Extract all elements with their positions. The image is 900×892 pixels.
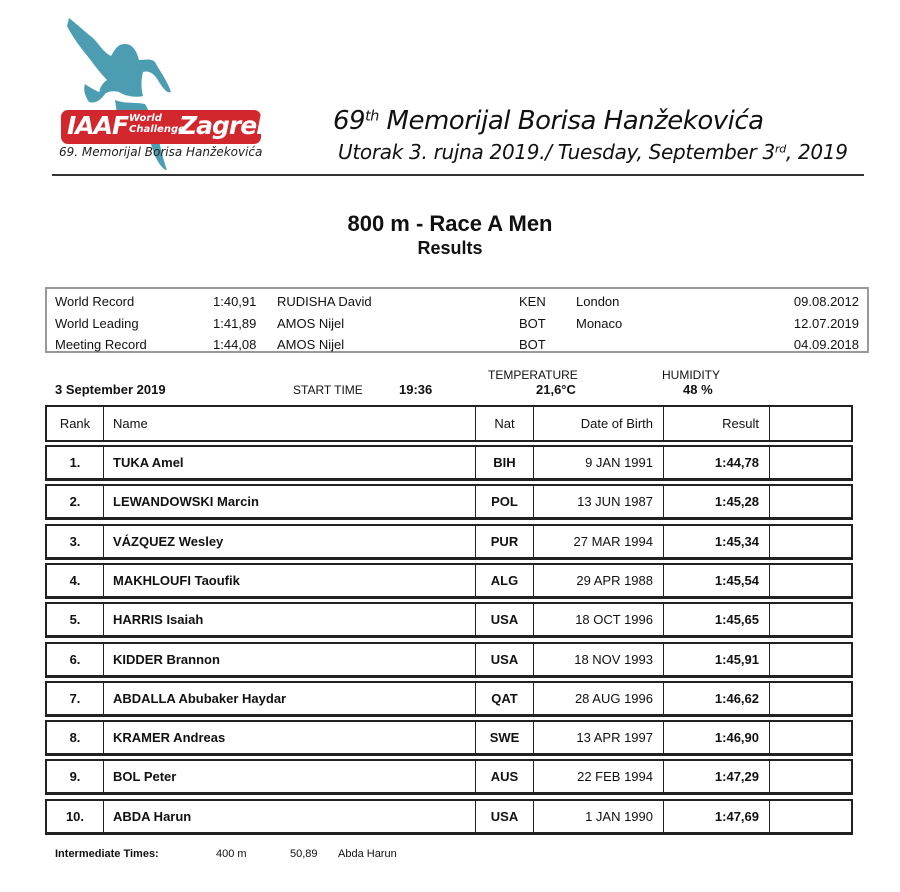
intermediate-distance: 400 m <box>216 848 247 860</box>
name-cell: VÁZQUEZ Wesley <box>103 526 475 557</box>
records-box <box>45 287 869 353</box>
result-cell: 1:44,78 <box>663 447 769 478</box>
meeting-number: 69 <box>333 106 366 136</box>
dob-cell: 13 APR 1997 <box>533 722 663 753</box>
table-row <box>45 799 853 835</box>
nat-cell: QAT <box>475 683 533 714</box>
record-time: 1:44,08 <box>213 337 257 352</box>
name-cell: KIDDER Brannon <box>103 644 475 675</box>
table-row <box>45 642 853 678</box>
extra-cell <box>769 722 851 753</box>
dob-cell: 22 FEB 1994 <box>533 761 663 792</box>
nat-cell: ALG <box>475 565 533 596</box>
intermediate-athlete: Abda Harun <box>338 848 397 860</box>
rank-cell: 4. <box>69 573 81 588</box>
record-label: World Leading <box>55 316 139 331</box>
record-row <box>47 312 867 334</box>
extra-cell <box>769 644 851 675</box>
dob-cell: 27 MAR 1994 <box>533 526 663 557</box>
name-cell: TUKA Amel <box>103 447 475 478</box>
table-row <box>45 563 853 599</box>
header-name: Name <box>103 407 475 440</box>
record-holder: AMOS Nijel <box>277 316 345 331</box>
rank-cell: 6. <box>69 652 81 667</box>
meeting-date <box>338 140 848 164</box>
result-cell: 1:45,91 <box>663 644 769 675</box>
table-row <box>45 445 853 481</box>
logo-brand-world-challenge <box>129 113 185 135</box>
result-cell: 1:45,34 <box>663 526 769 557</box>
result-cell: 1:47,29 <box>663 761 769 792</box>
dob-cell: 29 APR 1988 <box>533 565 663 596</box>
intermediate-time: 50,89 <box>290 848 318 860</box>
dob-cell: 18 OCT 1996 <box>533 604 663 635</box>
logo-world-text: World <box>129 113 162 124</box>
table-row <box>45 602 853 638</box>
nat-cell: PUR <box>475 526 533 557</box>
name-cell: LEWANDOWSKI Marcin <box>103 486 475 517</box>
header-dob: Date of Birth <box>533 407 663 440</box>
record-time: 1:40,91 <box>213 294 257 309</box>
extra-cell <box>769 761 851 792</box>
dob-cell: 18 NOV 1993 <box>533 644 663 675</box>
record-venue: London <box>576 294 620 309</box>
temperature-value: 21,6°C <box>536 382 576 397</box>
record-nat: BOT <box>519 316 546 331</box>
intermediate-label: Intermediate Times: <box>55 848 159 860</box>
meeting-date-suffix: rd <box>774 142 786 156</box>
name-cell: BOL Peter <box>103 761 475 792</box>
rank-cell: 7. <box>69 691 81 706</box>
rank-cell: 8. <box>69 730 81 745</box>
result-cell: 1:45,54 <box>663 565 769 596</box>
name-cell: ABDA Harun <box>103 801 475 832</box>
temperature-label: TEMPERATURE <box>488 368 578 382</box>
extra-cell <box>769 604 851 635</box>
rank-cell: 2. <box>69 494 81 509</box>
record-label: Meeting Record <box>55 337 147 352</box>
dob-cell: 13 JUN 1987 <box>533 486 663 517</box>
meeting-logo <box>55 14 274 174</box>
extra-cell <box>769 447 851 478</box>
dob-cell: 9 JAN 1991 <box>533 447 663 478</box>
event-title: 800 m - Race A Men <box>347 211 553 236</box>
competition-date: 3 September 2019 <box>55 382 166 397</box>
meeting-number-suffix: th <box>365 108 379 125</box>
rank-cell: 3. <box>69 534 81 549</box>
meeting-date-text: Utorak 3. rujna 2019./ Tuesday, September 3 <box>338 140 775 164</box>
table-row <box>45 681 853 717</box>
nat-cell: AUS <box>475 761 533 792</box>
nat-cell: USA <box>475 644 533 675</box>
result-cell: 1:46,62 <box>663 683 769 714</box>
record-holder: RUDISHA David <box>277 294 372 309</box>
record-row <box>47 333 867 355</box>
header-rank: Rank <box>59 416 91 431</box>
humidity-label: HUMIDITY <box>662 368 720 382</box>
humidity-value: 48 % <box>683 382 713 397</box>
table-row <box>45 484 853 520</box>
rank-cell: 9. <box>69 769 81 784</box>
record-holder: AMOS Nijel <box>277 337 345 352</box>
nat-cell: POL <box>475 486 533 517</box>
extra-cell <box>769 486 851 517</box>
logo-subtitle: 69. Memorijal Borisa Hanžekovića <box>59 145 263 159</box>
start-time-label: START TIME <box>293 383 363 397</box>
table-row <box>45 759 853 795</box>
result-cell: 1:47,69 <box>663 801 769 832</box>
logo-brand-city: Zagreb <box>179 111 274 140</box>
record-nat: BOT <box>519 337 546 352</box>
record-nat: KEN <box>519 294 546 309</box>
record-label: World Record <box>55 294 135 309</box>
nat-cell: USA <box>475 604 533 635</box>
extra-cell <box>769 801 851 832</box>
meeting-title <box>333 106 764 136</box>
logo-badge <box>61 110 274 144</box>
dob-cell: 28 AUG 1996 <box>533 683 663 714</box>
name-cell: MAKHLOUFI Taoufik <box>103 565 475 596</box>
nat-cell: USA <box>475 801 533 832</box>
start-time-value: 19:36 <box>399 382 433 397</box>
name-cell: HARRIS Isaiah <box>103 604 475 635</box>
header-nat: Nat <box>475 407 533 440</box>
table-row <box>45 524 853 560</box>
logo-challenge-text: Challenge <box>129 124 185 135</box>
record-time: 1:41,89 <box>213 316 257 331</box>
result-cell: 1:45,65 <box>663 604 769 635</box>
record-date: 04.09.2018 <box>793 337 859 352</box>
extra-cell <box>769 565 851 596</box>
header-result: Result <box>663 407 769 440</box>
record-row <box>47 290 867 312</box>
name-cell: KRAMER Andreas <box>103 722 475 753</box>
result-cell: 1:46,90 <box>663 722 769 753</box>
record-venue: Monaco <box>576 316 623 331</box>
dob-cell: 1 JAN 1990 <box>533 801 663 832</box>
rank-cell: 5. <box>69 612 81 627</box>
meeting-date-year: , 2019 <box>785 140 848 164</box>
record-date: 09.08.2012 <box>793 294 859 309</box>
results-table-header <box>45 405 853 442</box>
extra-cell <box>769 683 851 714</box>
name-cell: ABDALLA Abubaker Haydar <box>103 683 475 714</box>
header-divider <box>52 174 864 176</box>
rank-cell: 10. <box>65 809 85 824</box>
nat-cell: BIH <box>475 447 533 478</box>
rank-cell: 1. <box>69 455 81 470</box>
meeting-name: Memorijal Borisa Hanžekovića <box>386 106 764 136</box>
table-row <box>45 720 853 756</box>
event-subtitle: Results <box>417 238 483 258</box>
header-extra <box>769 407 851 440</box>
logo-brand-iaaf: IAAF <box>67 111 129 140</box>
record-date: 12.07.2019 <box>793 316 859 331</box>
nat-cell: SWE <box>475 722 533 753</box>
result-cell: 1:45,28 <box>663 486 769 517</box>
extra-cell <box>769 526 851 557</box>
